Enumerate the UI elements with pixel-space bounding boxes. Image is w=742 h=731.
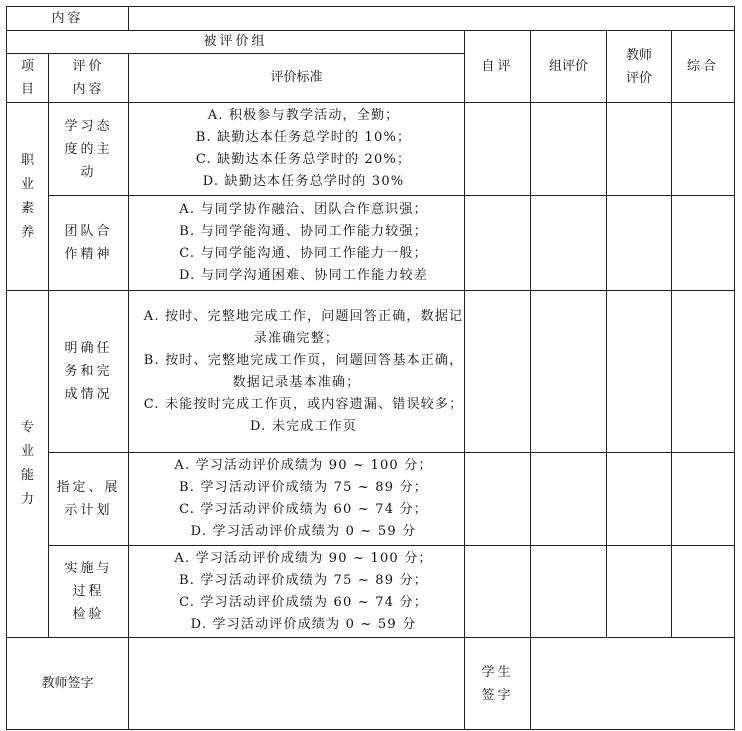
group-eval-cell[interactable]: [531, 103, 607, 196]
content-row: [7, 7, 735, 31]
item-name-line: 检验: [72, 607, 105, 622]
category-cell: [7, 291, 49, 638]
overall-cell[interactable]: [672, 546, 735, 638]
category-char: 能: [20, 468, 34, 483]
criteria-line: B. 学习活动评价成绩为 75 ~ 89 分；: [179, 480, 428, 495]
student-signature-cell[interactable]: [531, 638, 735, 730]
eval-criteria-header: 评价标准: [129, 54, 465, 103]
item-name-line: 实施与: [64, 561, 113, 576]
criteria-line: B. 学习活动评价成绩为 75 ~ 89 分；: [179, 572, 428, 588]
criteria-cell: [129, 453, 465, 546]
criteria-line: C. 学习活动评价成绩为 60 ~ 74 分；: [179, 502, 428, 517]
item-name-cell: [49, 196, 129, 291]
self-eval-cell[interactable]: [465, 291, 531, 453]
table-row: [7, 103, 735, 196]
student-signature-label: [465, 638, 531, 730]
category-char: 养: [20, 224, 34, 240]
item-name-line: 指定、展: [56, 480, 121, 495]
overall-cell[interactable]: [672, 103, 735, 196]
criteria-line: C. 学习活动评价成绩为 60 ~ 74 分；: [179, 594, 428, 610]
teacher-eval-cell[interactable]: [607, 453, 672, 546]
group-eval-header: 组评价: [531, 31, 607, 103]
self-eval-cell[interactable]: [465, 103, 531, 196]
eval-content-header: [49, 54, 129, 103]
overall-cell[interactable]: [672, 196, 735, 291]
item-name-line: 示计划: [64, 503, 113, 518]
criteria-line: A. 按时、完整地完成工作，问题回答正确，数据记录准确完整；: [143, 308, 464, 346]
teacher-eval-header: [607, 31, 672, 103]
overall-header: 综合: [672, 31, 735, 103]
item-name-line: 动: [80, 164, 97, 180]
criteria-line: C. 未能按时完成工作页，或内容遗漏、错误较多；: [143, 396, 464, 412]
criteria-line: D. 学习活动评价成绩为 0 ~ 59 分: [190, 524, 417, 539]
group-eval-cell[interactable]: [531, 453, 607, 546]
evaluation-table: [6, 6, 735, 730]
criteria-cell: [129, 546, 465, 638]
category-char: 业: [20, 176, 34, 192]
teacher-eval-cell[interactable]: [607, 103, 672, 196]
teacher-signature-label: 教师签字: [7, 638, 129, 730]
criteria-line: A. 与同学协作融洽、团队合作意识强；: [179, 202, 428, 217]
student-signature-line: 学生: [481, 664, 514, 680]
item-header-line: 项: [20, 59, 34, 74]
evaluated-group-row: [7, 31, 735, 54]
item-name-line: 学习态: [64, 118, 113, 134]
criteria-line: B. 与同学能沟通、协同工作能力较强；: [179, 224, 428, 239]
signature-row: [7, 638, 735, 730]
criteria-cell: [129, 196, 465, 291]
table-row: [7, 291, 735, 453]
category-char: 力: [20, 492, 34, 507]
table-row: [7, 546, 735, 638]
teacher-eval-cell[interactable]: [607, 546, 672, 638]
criteria-line: C. 与同学能沟通、协同工作能力一般；: [179, 246, 428, 261]
item-name-cell: [49, 103, 129, 196]
table-row: [7, 196, 735, 291]
teacher-eval-header-line: 教师: [626, 47, 653, 63]
criteria-line: B. 按时、完整地完成工作页，问题回答基本正确，数据记录基本准确；: [143, 352, 464, 390]
criteria-line: D. 与同学沟通困难、协同工作能力较差: [179, 268, 429, 283]
teacher-eval-header-line: 评价: [626, 70, 653, 86]
table-row: [7, 453, 735, 546]
criteria-line: D. 缺勤达本任务总学时的 30%: [202, 174, 405, 189]
criteria-line: A. 学习活动评价成绩为 90 ~ 100 分；: [174, 550, 433, 566]
criteria-line: A. 积极参与教学活动，全勤；: [207, 108, 400, 123]
student-signature-line: 签字: [481, 687, 514, 703]
item-name-cell: [49, 453, 129, 546]
teacher-signature-cell[interactable]: [129, 638, 465, 730]
criteria-line: D. 未完成工作页: [250, 418, 358, 434]
category-cell: [7, 103, 49, 291]
teacher-eval-cell[interactable]: [607, 291, 672, 453]
criteria-line: D. 学习活动评价成绩为 0 ~ 59 分: [190, 616, 417, 632]
evaluated-group-label: 被评价组: [7, 31, 465, 54]
criteria-cell: [129, 103, 465, 196]
criteria-line: C. 缺勤达本任务总学时的 20%；: [195, 152, 412, 167]
category-char: 职: [20, 152, 34, 168]
item-name-cell: [49, 291, 129, 453]
group-eval-cell[interactable]: [531, 196, 607, 291]
eval-content-header-line: 内容: [72, 82, 105, 97]
teacher-eval-cell[interactable]: [607, 196, 672, 291]
overall-cell[interactable]: [672, 453, 735, 546]
category-char: 专: [20, 420, 34, 435]
category-char: 业: [20, 444, 34, 459]
group-eval-cell[interactable]: [531, 546, 607, 638]
content-input-cell[interactable]: [129, 7, 735, 31]
self-eval-header: 自评: [465, 31, 531, 103]
criteria-line: B. 缺勤达本任务总学时的 10%；: [195, 130, 412, 145]
item-name-line: 过程: [72, 584, 105, 599]
item-header-line: 目: [20, 82, 34, 97]
self-eval-cell[interactable]: [465, 196, 531, 291]
content-label: 内容: [7, 7, 129, 31]
eval-content-header-line: 评价: [72, 59, 105, 74]
item-name-line: 明确任: [64, 341, 113, 356]
item-name-line: 作精神: [64, 247, 113, 262]
criteria-cell: [129, 291, 465, 453]
overall-cell[interactable]: [672, 291, 735, 453]
item-name-line: 务和完: [64, 364, 113, 379]
criteria-line: A. 学习活动评价成绩为 90 ~ 100 分；: [174, 458, 433, 473]
self-eval-cell[interactable]: [465, 546, 531, 638]
category-char: 素: [20, 200, 34, 216]
item-name-line: 度的主: [64, 141, 113, 157]
item-header: [7, 54, 49, 103]
item-name-cell: [49, 546, 129, 638]
group-eval-cell[interactable]: [531, 291, 607, 453]
self-eval-cell[interactable]: [465, 453, 531, 546]
item-name-line: 成情况: [64, 387, 113, 402]
item-name-line: 团队合: [64, 224, 113, 239]
